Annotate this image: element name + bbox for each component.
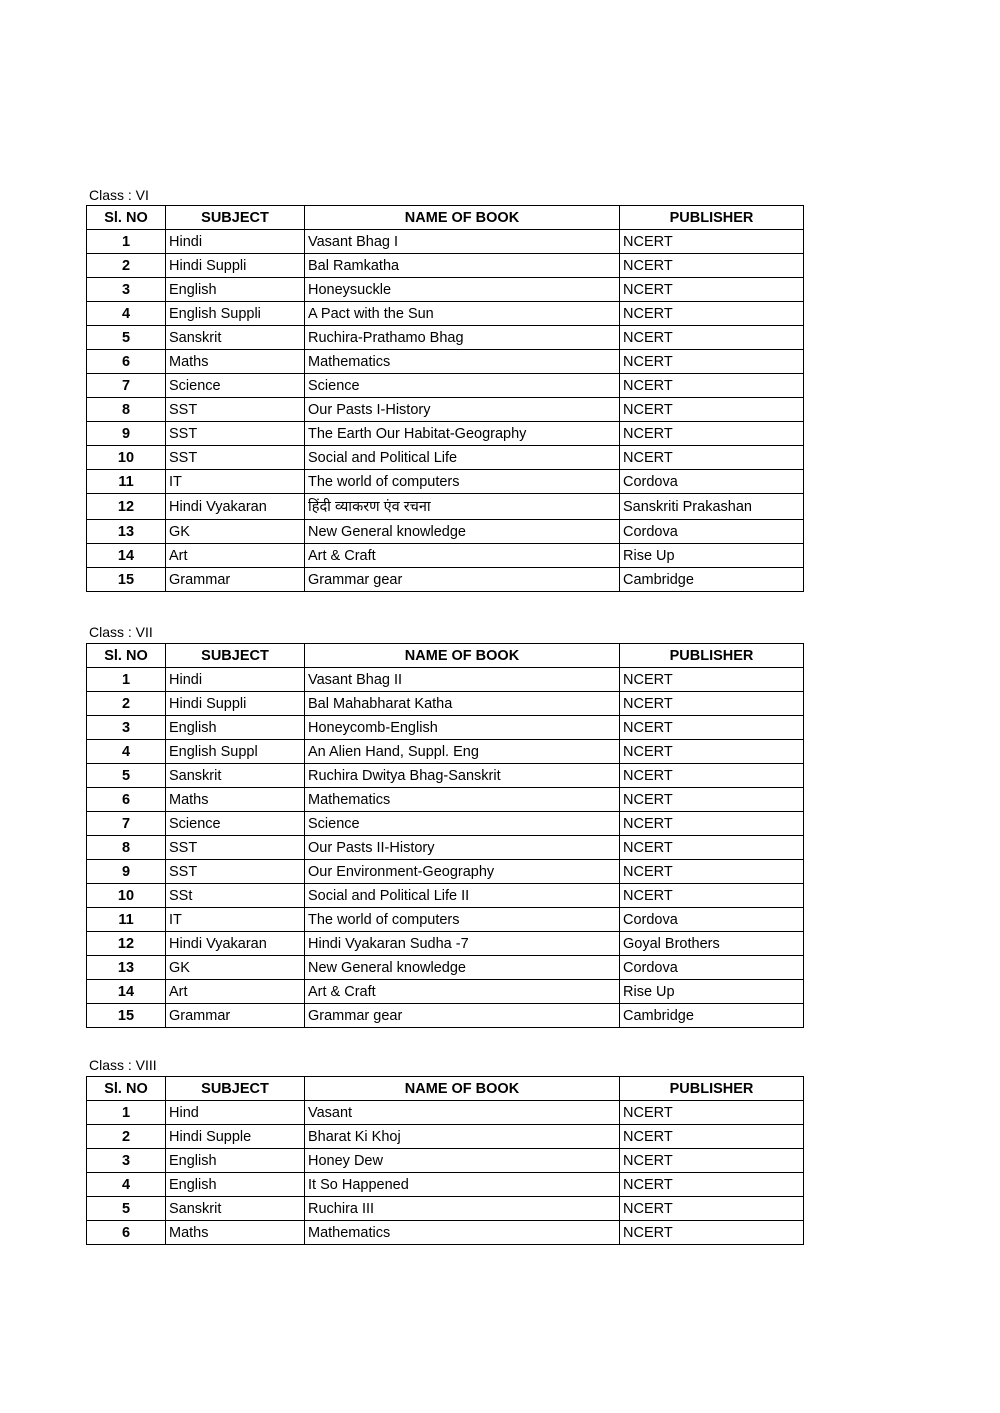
subject-cell: English: [166, 278, 305, 302]
book-name-cell: The world of computers: [305, 908, 620, 932]
subject-cell: SSt: [166, 884, 305, 908]
table-row: [87, 980, 804, 1004]
table-row: [87, 956, 804, 980]
serial-number-cell: 1: [87, 1101, 166, 1125]
table-row: [87, 254, 804, 278]
publisher-cell: Cordova: [620, 470, 804, 494]
subject-cell: SST: [166, 836, 305, 860]
book-name-cell: Grammar gear: [305, 1004, 620, 1028]
publisher-header: PUBLISHER: [620, 206, 804, 230]
section-caption: Class : VII: [89, 624, 153, 640]
subject-cell: English Suppli: [166, 302, 305, 326]
book-name-header: NAME OF BOOK: [305, 1077, 620, 1101]
publisher-cell: NCERT: [620, 230, 804, 254]
serial-number-cell: 3: [87, 716, 166, 740]
publisher-cell: Cordova: [620, 908, 804, 932]
publisher-cell: NCERT: [620, 446, 804, 470]
table-row: [87, 764, 804, 788]
book-name-cell: Hindi Vyakaran Sudha -7: [305, 932, 620, 956]
subject-cell: Hindi Vyakaran: [166, 932, 305, 956]
publisher-cell: NCERT: [620, 692, 804, 716]
publisher-cell: NCERT: [620, 1101, 804, 1125]
book-name-cell: Social and Political Life II: [305, 884, 620, 908]
serial-number-cell: 6: [87, 788, 166, 812]
subject-cell: IT: [166, 470, 305, 494]
subject-cell: English: [166, 716, 305, 740]
publisher-cell: NCERT: [620, 1197, 804, 1221]
subject-cell: Sanskrit: [166, 326, 305, 350]
table-row: [87, 932, 804, 956]
serial-number-cell: 14: [87, 980, 166, 1004]
serial-number-header: Sl. NO: [87, 206, 166, 230]
table-row: [87, 860, 804, 884]
publisher-cell: NCERT: [620, 740, 804, 764]
book-list-table: [86, 1076, 804, 1245]
subject-cell: SST: [166, 422, 305, 446]
book-name-cell: A Pact with the Sun: [305, 302, 620, 326]
serial-number-cell: 3: [87, 1149, 166, 1173]
book-name-cell: Bal Mahabharat Katha: [305, 692, 620, 716]
table-row: [87, 470, 804, 494]
publisher-cell: NCERT: [620, 1125, 804, 1149]
table-row: [87, 568, 804, 592]
publisher-cell: NCERT: [620, 836, 804, 860]
publisher-cell: NCERT: [620, 302, 804, 326]
serial-number-cell: 5: [87, 1197, 166, 1221]
book-name-cell: Our Environment-Geography: [305, 860, 620, 884]
subject-cell: English Suppl: [166, 740, 305, 764]
serial-number-cell: 14: [87, 544, 166, 568]
publisher-cell: NCERT: [620, 668, 804, 692]
serial-number-cell: 4: [87, 302, 166, 326]
book-name-cell: Mathematics: [305, 350, 620, 374]
book-name-cell: Vasant: [305, 1101, 620, 1125]
subject-cell: SST: [166, 860, 305, 884]
publisher-cell: Rise Up: [620, 980, 804, 1004]
table-row: [87, 350, 804, 374]
subject-cell: Maths: [166, 1221, 305, 1245]
header-row: [87, 1077, 804, 1101]
book-name-cell: The world of computers: [305, 470, 620, 494]
table-row: [87, 374, 804, 398]
serial-number-cell: 15: [87, 1004, 166, 1028]
serial-number-cell: 8: [87, 836, 166, 860]
serial-number-cell: 12: [87, 932, 166, 956]
table-row: [87, 812, 804, 836]
book-name-cell: Ruchira III: [305, 1197, 620, 1221]
book-name-cell: The Earth Our Habitat-Geography: [305, 422, 620, 446]
serial-number-cell: 6: [87, 350, 166, 374]
subject-cell: Hindi Vyakaran: [166, 494, 305, 520]
serial-number-cell: 1: [87, 668, 166, 692]
table-row: [87, 908, 804, 932]
subject-header: SUBJECT: [166, 206, 305, 230]
book-name-cell: New General knowledge: [305, 520, 620, 544]
subject-cell: IT: [166, 908, 305, 932]
serial-number-cell: 15: [87, 568, 166, 592]
subject-cell: Hindi Suppli: [166, 692, 305, 716]
serial-number-cell: 3: [87, 278, 166, 302]
publisher-cell: NCERT: [620, 422, 804, 446]
publisher-cell: NCERT: [620, 860, 804, 884]
book-name-cell: Honeysuckle: [305, 278, 620, 302]
serial-number-header: Sl. NO: [87, 644, 166, 668]
publisher-cell: NCERT: [620, 812, 804, 836]
table-row: [87, 692, 804, 716]
subject-cell: SST: [166, 446, 305, 470]
serial-number-cell: 2: [87, 692, 166, 716]
publisher-header: PUBLISHER: [620, 644, 804, 668]
subject-cell: Science: [166, 812, 305, 836]
table-row: [87, 230, 804, 254]
publisher-cell: NCERT: [620, 1221, 804, 1245]
publisher-cell: Cordova: [620, 520, 804, 544]
publisher-cell: Cordova: [620, 956, 804, 980]
publisher-cell: NCERT: [620, 764, 804, 788]
serial-number-cell: 4: [87, 740, 166, 764]
book-name-cell: Bharat Ki Khoj: [305, 1125, 620, 1149]
book-name-cell: Vasant Bhag II: [305, 668, 620, 692]
subject-cell: English: [166, 1149, 305, 1173]
table-row: [87, 788, 804, 812]
table-row: [87, 740, 804, 764]
serial-number-cell: 5: [87, 326, 166, 350]
book-name-cell: Grammar gear: [305, 568, 620, 592]
serial-number-cell: 5: [87, 764, 166, 788]
table-row: [87, 422, 804, 446]
serial-number-cell: 12: [87, 494, 166, 520]
subject-cell: Art: [166, 980, 305, 1004]
book-name-cell: New General knowledge: [305, 956, 620, 980]
table-row: [87, 668, 804, 692]
table-row: [87, 326, 804, 350]
book-name-cell: Bal Ramkatha: [305, 254, 620, 278]
book-name-cell: Science: [305, 812, 620, 836]
book-name-cell: Ruchira-Prathamo Bhag: [305, 326, 620, 350]
publisher-cell: NCERT: [620, 398, 804, 422]
publisher-cell: NCERT: [620, 788, 804, 812]
book-name-cell: Art & Craft: [305, 544, 620, 568]
book-list-table: [86, 205, 804, 592]
publisher-cell: Cambridge: [620, 1004, 804, 1028]
table-row: [87, 544, 804, 568]
subject-cell: Maths: [166, 350, 305, 374]
serial-number-cell: 2: [87, 1125, 166, 1149]
subject-cell: SST: [166, 398, 305, 422]
subject-cell: Grammar: [166, 1004, 305, 1028]
publisher-cell: NCERT: [620, 716, 804, 740]
book-name-cell: An Alien Hand, Suppl. Eng: [305, 740, 620, 764]
table-row: [87, 1149, 804, 1173]
publisher-cell: NCERT: [620, 326, 804, 350]
serial-number-cell: 4: [87, 1173, 166, 1197]
table-row: [87, 1173, 804, 1197]
serial-number-cell: 11: [87, 470, 166, 494]
section-caption: Class : VI: [89, 187, 149, 203]
table-row: [87, 1125, 804, 1149]
subject-cell: Hind: [166, 1101, 305, 1125]
subject-cell: Sanskrit: [166, 764, 305, 788]
section-caption: Class : VIII: [89, 1057, 157, 1073]
table-row: [87, 1004, 804, 1028]
table-row: [87, 520, 804, 544]
subject-cell: Grammar: [166, 568, 305, 592]
subject-cell: Sanskrit: [166, 1197, 305, 1221]
serial-number-cell: 10: [87, 446, 166, 470]
publisher-cell: Goyal Brothers: [620, 932, 804, 956]
book-name-cell: Mathematics: [305, 788, 620, 812]
subject-cell: Hindi Suppli: [166, 254, 305, 278]
subject-cell: English: [166, 1173, 305, 1197]
table-row: [87, 716, 804, 740]
subject-header: SUBJECT: [166, 644, 305, 668]
publisher-cell: NCERT: [620, 1173, 804, 1197]
publisher-cell: NCERT: [620, 254, 804, 278]
table-row: [87, 446, 804, 470]
publisher-header: PUBLISHER: [620, 1077, 804, 1101]
serial-number-cell: 11: [87, 908, 166, 932]
table-row: [87, 278, 804, 302]
serial-number-cell: 13: [87, 956, 166, 980]
serial-number-cell: 6: [87, 1221, 166, 1245]
book-name-cell: Social and Political Life: [305, 446, 620, 470]
table-row: [87, 1101, 804, 1125]
subject-cell: Hindi: [166, 230, 305, 254]
table-row: [87, 884, 804, 908]
publisher-cell: NCERT: [620, 1149, 804, 1173]
table-row: [87, 494, 804, 520]
book-name-cell: Honey Dew: [305, 1149, 620, 1173]
publisher-cell: NCERT: [620, 350, 804, 374]
publisher-cell: Sanskriti Prakashan: [620, 494, 804, 520]
table-row: [87, 398, 804, 422]
serial-number-cell: 9: [87, 860, 166, 884]
subject-header: SUBJECT: [166, 1077, 305, 1101]
serial-number-header: Sl. NO: [87, 1077, 166, 1101]
subject-cell: GK: [166, 956, 305, 980]
book-list-table: [86, 643, 804, 1028]
publisher-cell: NCERT: [620, 884, 804, 908]
publisher-cell: NCERT: [620, 278, 804, 302]
serial-number-cell: 9: [87, 422, 166, 446]
subject-cell: Art: [166, 544, 305, 568]
serial-number-cell: 8: [87, 398, 166, 422]
book-name-cell: Ruchira Dwitya Bhag-Sanskrit: [305, 764, 620, 788]
book-name-cell: Our Pasts II-History: [305, 836, 620, 860]
book-name-cell: Vasant Bhag I: [305, 230, 620, 254]
table-row: [87, 302, 804, 326]
book-name-cell: Art & Craft: [305, 980, 620, 1004]
subject-cell: Hindi Supple: [166, 1125, 305, 1149]
publisher-cell: Rise Up: [620, 544, 804, 568]
book-name-cell: Mathematics: [305, 1221, 620, 1245]
table-row: [87, 836, 804, 860]
subject-cell: Science: [166, 374, 305, 398]
book-name-cell: Honeycomb-English: [305, 716, 620, 740]
serial-number-cell: 1: [87, 230, 166, 254]
book-name-header: NAME OF BOOK: [305, 206, 620, 230]
serial-number-cell: 10: [87, 884, 166, 908]
serial-number-cell: 7: [87, 812, 166, 836]
book-name-header: NAME OF BOOK: [305, 644, 620, 668]
header-row: [87, 644, 804, 668]
publisher-cell: Cambridge: [620, 568, 804, 592]
book-name-cell: Our Pasts I-History: [305, 398, 620, 422]
book-name-cell: हिंदी व्याकरण एंव रचना: [305, 494, 620, 520]
serial-number-cell: 2: [87, 254, 166, 278]
subject-cell: Maths: [166, 788, 305, 812]
subject-cell: GK: [166, 520, 305, 544]
book-name-cell: Science: [305, 374, 620, 398]
book-name-cell: It So Happened: [305, 1173, 620, 1197]
header-row: [87, 206, 804, 230]
table-row: [87, 1197, 804, 1221]
serial-number-cell: 13: [87, 520, 166, 544]
publisher-cell: NCERT: [620, 374, 804, 398]
subject-cell: Hindi: [166, 668, 305, 692]
table-row: [87, 1221, 804, 1245]
serial-number-cell: 7: [87, 374, 166, 398]
